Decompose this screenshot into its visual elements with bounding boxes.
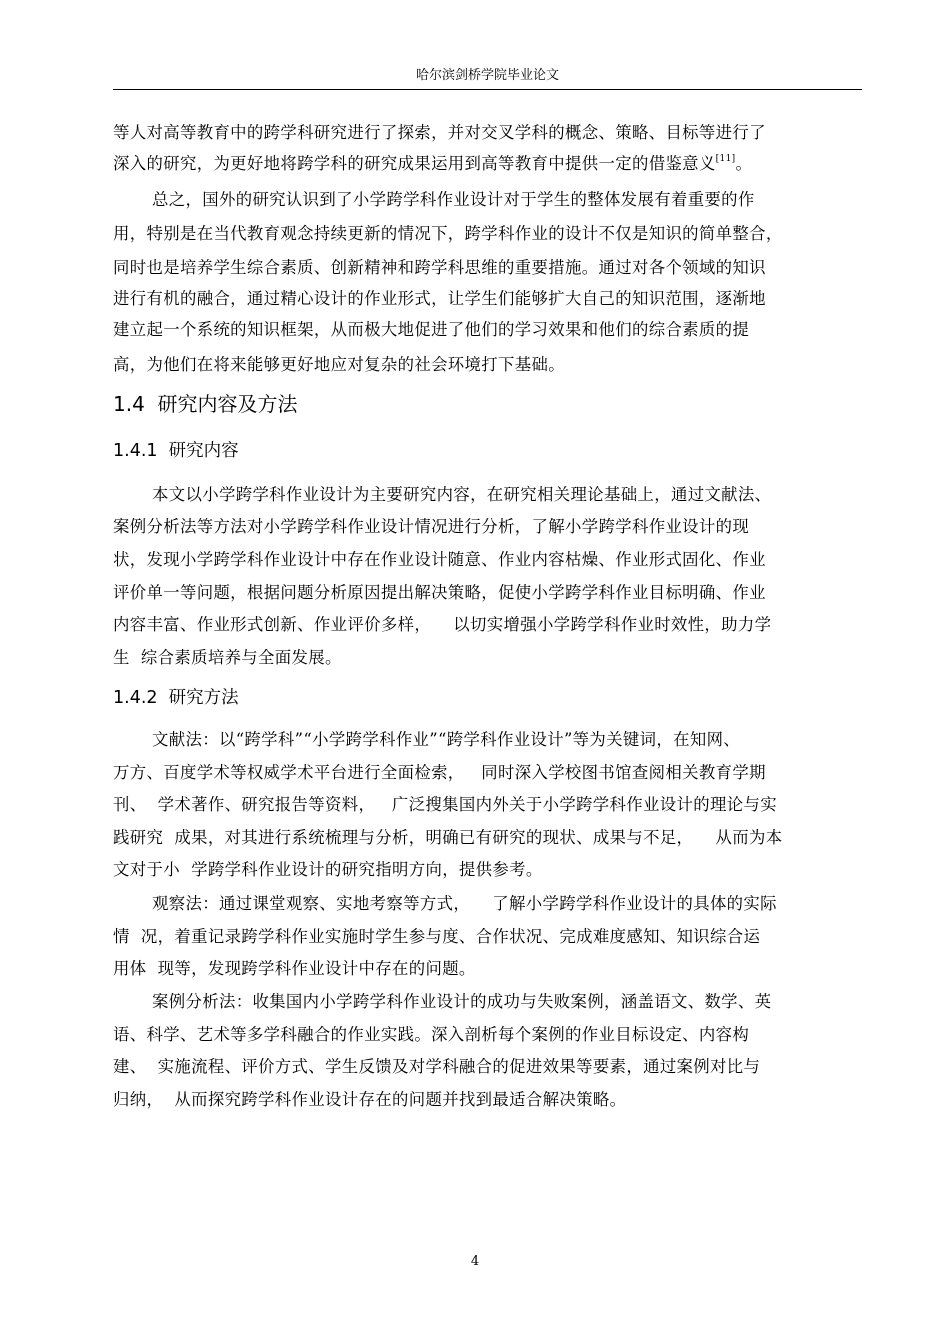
paragraph-line-end: 。 xyxy=(735,154,753,173)
paragraph-line: 万方、百度学术等权威学术平台进行全面检索， 同时深入学校图书馆查阅相关教育学期 xyxy=(113,763,766,782)
paragraph-line-text: 深入的研究，为更好地将跨学科的研究成果运用到高等教育中提供一定的借鉴意义 xyxy=(113,154,716,173)
header-rule xyxy=(113,89,862,90)
paragraph-line: 用体 现等，发现跨学科作业设计中存在的问题。 xyxy=(113,959,476,978)
paragraph-line xyxy=(113,152,752,176)
page-number: 4 xyxy=(470,1254,480,1269)
paragraph-line: 文对于小 学跨学科作业设计的研究指明方向，提供参考。 xyxy=(113,860,543,879)
section-heading xyxy=(113,391,298,417)
paragraph-line: 本文以小学跨学科作业设计为主要研究内容，在研究相关理论基础上，通过文献法、 xyxy=(152,485,772,504)
paragraph-line: 用，特别是在当代教育观念持续更新的情况下，跨学科作业的设计不仅是知识的简单整合， xyxy=(113,224,783,243)
paragraph-line: 评价单一等问题，根据问题分析原因提出解决策略，促使小学跨学科作业目标明确、作业 xyxy=(113,583,766,602)
citation-ref: [11] xyxy=(715,154,736,164)
paragraph-line: 高，为他们在将来能够更好地应对复杂的社会环境打下基础。 xyxy=(113,355,565,374)
paragraph-line: 案例分析法：收集国内小学跨学科作业设计的成功与失败案例，涵盖语文、数学、英 xyxy=(152,992,772,1011)
paragraph-line: 同时也是培养学生综合素质、创新精神和跨学科思维的重要措施。通过对各个领域的知识 xyxy=(113,258,766,277)
paragraph-line: 生 综合素质培养与全面发展。 xyxy=(113,648,342,667)
paragraph-line: 总之，国外的研究认识到了小学跨学科作业设计对于学生的整体发展有着重要的作 xyxy=(152,190,755,209)
paragraph-line: 刊、 学术著作、研究报告等资料， 广泛搜集国内外关于小学跨学科作业设计的理论与实 xyxy=(113,795,777,814)
paragraph-line: 建立起一个系统的知识框架，从而极大地促进了他们的学习效果和他们的综合素质的提 xyxy=(113,320,750,339)
paragraph-line: 进行有机的融合，通过精心设计的作业形式，让学生们能够扩大自己的知识范围，逐渐地 xyxy=(113,289,766,308)
paragraph-line: 等人对高等教育中的跨学科研究进行了探索，并对交叉学科的概念、策略、目标等进行了 xyxy=(113,123,766,142)
page-header: 哈尔滨剑桥学院毕业论文 xyxy=(415,68,559,83)
section-title: 研究内容及方法 xyxy=(157,392,298,416)
paragraph-line: 语、科学、艺术等多学科融合的作业实践。深入剖析每个案例的作业目标设定、内容构 xyxy=(113,1025,750,1044)
paragraph-line: 践研究 成果，对其进行系统梳理与分析，明确已有研究的现状、成果与不足， 从而为本 xyxy=(113,828,783,847)
subsection-title: 研究内容 xyxy=(168,441,239,461)
paragraph-line: 案例分析法等方法对小学跨学科作业设计情况进行分析，了解小学跨学科作业设计的现 xyxy=(113,517,750,536)
paragraph-line: 观察法：通过课堂观察、实地考察等方式， 了解小学跨学科作业设计的具体的实际 xyxy=(152,894,777,913)
paragraph-line: 文献法：以“跨学科”“小学跨学科作业”“跨学科作业设计”等为关键词，在知网、 xyxy=(152,730,741,749)
paragraph-line: 建、 实施流程、评价方式、学生反馈及对学科融合的促进效果等要素，通过案例对比与 xyxy=(113,1057,761,1076)
paragraph-line: 内容丰富、作业形式创新、作业评价多样， 以切实增强小学跨学科作业时效性，助力学 xyxy=(113,615,772,634)
subsection-number: 1.4.2 xyxy=(113,688,158,708)
section-number: 1.4 xyxy=(113,392,145,416)
subsection-number: 1.4.1 xyxy=(113,441,158,461)
paragraph-line: 归纳， 从而探究跨学科作业设计存在的问题并找到最适合解决策略。 xyxy=(113,1090,627,1109)
subsection-heading xyxy=(113,686,239,710)
paragraph-line: 状，发现小学跨学科作业设计中存在作业设计随意、作业内容枯燥、作业形式固化、作业 xyxy=(113,550,766,569)
subsection-heading xyxy=(113,439,239,463)
subsection-title: 研究方法 xyxy=(168,688,239,708)
paragraph-line: 情 况，着重记录跨学科作业实施时学生参与度、合作状况、完成难度感知、知识综合运 xyxy=(113,927,761,946)
